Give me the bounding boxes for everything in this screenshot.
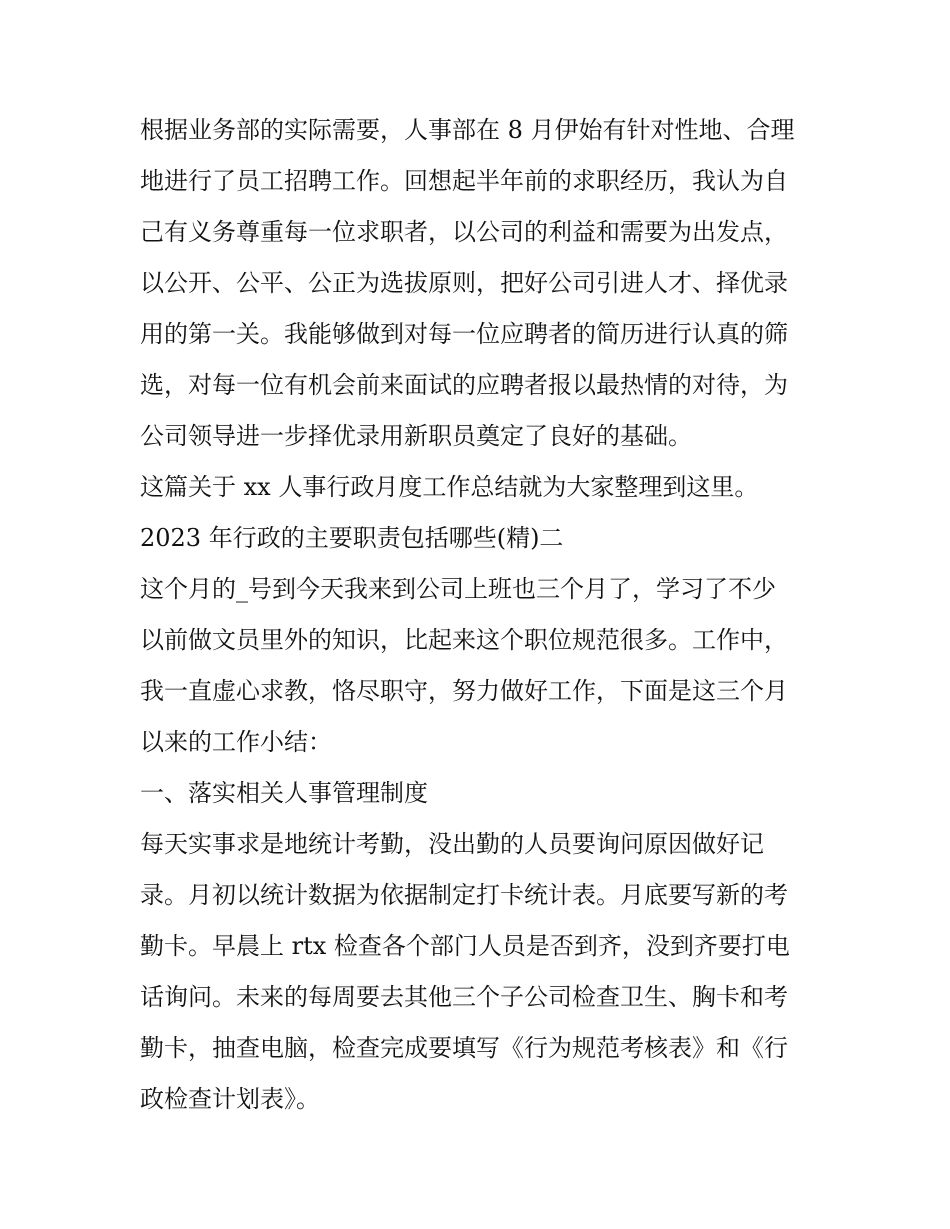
text-line: 己有义务尊重每一位求职者，以公司的利益和需要为出发点， (140, 218, 788, 246)
text-line: 根据业务部的实际需要，人事部在 8 月伊始有针对性地、合理 (140, 116, 795, 144)
document-body (140, 105, 820, 1125)
text-line: 录。月初以统计数据为依据制定打卡统计表。月底要写新的考 (140, 881, 788, 909)
text-line: 我一直虚心求教，恪尽职守，努力做好工作，下面是这三个月 (140, 677, 788, 705)
subsection-heading: 一、落实相关人事管理制度 (140, 779, 428, 807)
text-line: 话询问。未来的每周要去其他三个子公司检查卫生、胸卡和考 (140, 983, 788, 1011)
text-line: 勤卡。早晨上 rtx 检查各个部门人员是否到齐，没到齐要打电 (140, 932, 790, 960)
text-line: 政检查计划表》。 (140, 1085, 320, 1113)
text-line: 选，对每一位有机会前来面试的应聘者报以最热情的对待，为 (140, 371, 788, 399)
text-line: 勤卡，抽查电脑，检查完成要填写《行为规范考核表》和《行 (140, 1034, 788, 1062)
text-line: 以公开、公平、公正为选拔原则，把好公司引进人才、择优录 (140, 269, 788, 297)
text-line: 地进行了员工招聘工作。回想起半年前的求职经历，我认为自 (140, 167, 788, 195)
text-line: 用的第一关。我能够做到对每一位应聘者的简历进行认真的筛 (140, 320, 788, 348)
text-line: 以前做文员里外的知识，比起来这个职位规范很多。工作中， (140, 626, 788, 654)
text-line: 这个月的_号到今天我来到公司上班也三个月了，学习了不少 (140, 575, 776, 603)
text-line: 以来的工作小结： (140, 728, 332, 756)
section-heading: 2023 年行政的主要职责包括哪些(精)二 (140, 524, 564, 552)
text-line: 公司领导进一步择优录用新职员奠定了良好的基础。 (140, 422, 692, 450)
text-line: 这篇关于 xx 人事行政月度工作总结就为大家整理到这里。 (140, 473, 759, 501)
text-line: 每天实事求是地统计考勤，没出勤的人员要询问原因做好记 (140, 830, 764, 858)
